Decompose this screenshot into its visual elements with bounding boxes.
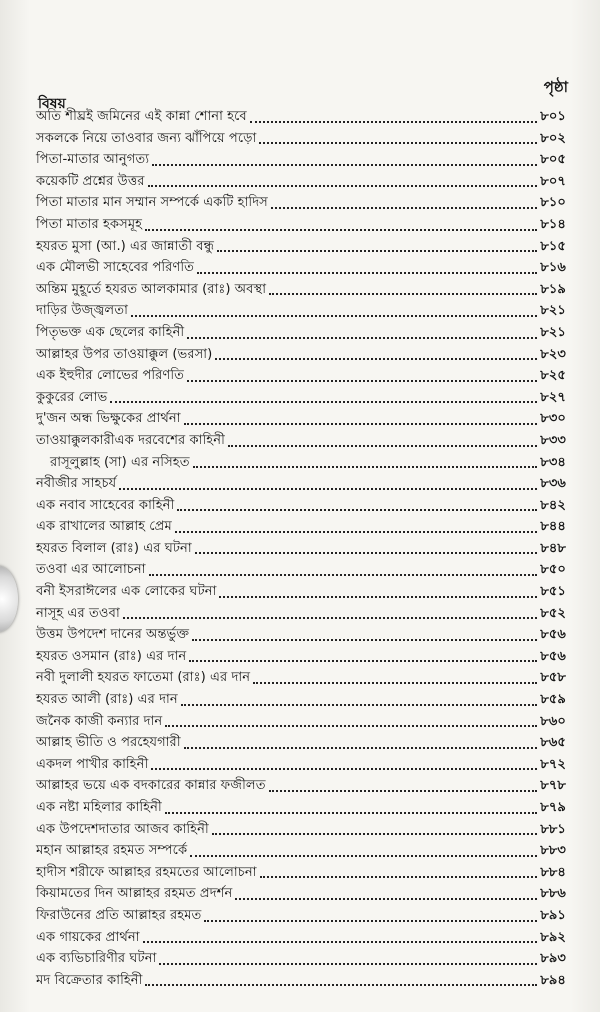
toc-entry-page: ৮৫৯: [540, 692, 566, 708]
dot-leader: [260, 876, 538, 878]
toc-entry-page: ৮৮১: [540, 821, 566, 837]
toc-entry: [36, 624, 566, 646]
toc-entry-page: ৮৩৪: [540, 454, 566, 470]
dot-leader: [197, 272, 537, 274]
toc-entry-title: আল্লাহর ভয়ে এক বদকারের কান্নার ফজীলত: [36, 778, 266, 794]
toc-entry-title: মদ বিক্রেতার কাহিনী: [36, 972, 143, 988]
toc-entry-title: এক ইহুদীর লোভের পরিণতি: [36, 368, 185, 384]
dot-leader: [204, 920, 537, 922]
dot-leader: [152, 164, 537, 166]
toc-entry: [36, 430, 566, 452]
toc-entry-title: রাসূলুল্লাহ (সা) এর নসিহত: [50, 454, 190, 470]
toc-entry: [36, 689, 566, 711]
toc-entry-title: এক মৌলভী সাহেবের পরিণতি: [36, 260, 194, 276]
toc-entry: [36, 365, 566, 387]
toc-entry-page: ৮০১: [540, 109, 566, 124]
toc-entry-title: এক নবাব সাহেবের কাহিনী: [36, 497, 175, 513]
toc-entry-title: সকলকে নিয়ে তাওবার জন্য ঝাঁপিয়ে পড়ো: [36, 130, 257, 146]
dot-leader: [269, 790, 538, 792]
page-column-heading: পৃষ্ঠা: [543, 78, 568, 96]
toc-entry-page: ৮৯৩: [540, 951, 566, 967]
toc-entry-page: ৮২১: [540, 324, 566, 340]
toc-entry: [36, 236, 566, 258]
toc-entry: [36, 905, 566, 927]
toc-entry: [36, 970, 566, 992]
dot-leader: [145, 984, 537, 986]
toc-entry-page: ৮৫১: [540, 584, 566, 600]
toc-entry: [36, 603, 566, 625]
dot-leader: [165, 812, 538, 814]
toc-entry-title: নাসূহ এর তওবা: [36, 605, 120, 621]
toc-entry-page: ৮২৭: [540, 389, 566, 405]
toc-entry-page: ৮০৫: [540, 152, 566, 168]
toc-entry-page: ৮৯৪: [540, 972, 566, 988]
toc-entry: [36, 883, 566, 905]
toc-entry-title: কুকুরের লোভ: [36, 389, 108, 405]
toc-entry: [36, 775, 566, 797]
toc-entry-title: জনৈক কাজী কন্যার দান: [36, 713, 163, 729]
toc-entry-page: ৮৭৯: [540, 800, 566, 815]
toc-entry-title: হযরত ওসমান (রাঃ) এর দান: [36, 648, 187, 664]
toc-entry-page: ৮৭৮: [540, 778, 566, 794]
dot-leader: [151, 768, 537, 770]
toc-entry-page: ৮৩০: [540, 411, 566, 427]
dot-leader: [175, 531, 538, 533]
toc-entry-title: মহান আল্লাহর রহমত সম্পর্কে: [36, 843, 188, 859]
toc-entry-page: ৮৪২: [540, 497, 566, 513]
toc-entry: [36, 862, 566, 884]
binding-ring: [0, 566, 18, 632]
toc-entry-page: ৮৮৩: [540, 843, 566, 859]
dot-leader: [143, 941, 538, 943]
toc-entry-page: ৮২৫: [540, 368, 566, 384]
toc-entry: [36, 581, 566, 603]
toc-entry-title: হযরত আলী (রাঃ) এর দান: [36, 692, 178, 708]
toc-entry: [36, 754, 566, 776]
toc-entry-title: অতি শীঘ্রই জমিনের এই কান্না শোনা হবে: [36, 109, 247, 124]
toc-entry-title: এক উপদেশদাতার আজব কাহিনী: [36, 821, 209, 837]
toc-entry: [36, 495, 566, 517]
dot-leader: [165, 725, 537, 727]
toc-entry-title: পিতা মাতার হকসমূহ: [36, 216, 143, 232]
toc-entry-page: ৮৫৬: [540, 627, 566, 643]
toc-entry: [36, 257, 566, 279]
dot-leader: [228, 445, 537, 447]
toc-entry-page: ৮৯২: [540, 929, 566, 945]
toc-entry-page: ৮০২: [540, 130, 566, 146]
dot-leader: [259, 142, 537, 144]
dot-leader: [189, 660, 537, 662]
toc-entry: [36, 106, 566, 128]
toc-entry-title: কিয়ামতের দিন আল্লাহর রহমত প্রদর্শন: [36, 886, 233, 902]
dot-leader: [250, 121, 538, 123]
toc-entry: [36, 667, 566, 689]
dot-leader: [212, 833, 538, 835]
dot-leader: [253, 682, 537, 684]
dot-leader: [215, 358, 537, 360]
toc-entry: [36, 214, 566, 236]
toc-entry-page: ৮৫৮: [540, 670, 566, 686]
toc-entry-title: হাদীস শরীফে আল্লাহর রহমতের আলোচনা: [36, 864, 257, 880]
dot-leader: [187, 380, 537, 382]
toc-entry: [36, 948, 566, 970]
toc-entry-title: এক নষ্টা মহিলার কাহিনী: [36, 800, 162, 815]
toc-entry-page: ৮১৯: [540, 281, 566, 297]
toc-entry-title: এক রাখালের আল্লাহ প্রেম: [36, 519, 172, 535]
toc-entry-page: ৮২১: [540, 303, 566, 319]
toc-entry-page: ৮৮৪: [540, 864, 566, 880]
toc-entry-page: ৮৩৩: [540, 432, 566, 448]
toc-entry-page: ৮৬৫: [540, 735, 566, 751]
toc-entry: [36, 279, 566, 301]
toc-entry-page: ৮৪৪: [540, 519, 566, 535]
toc-entry: [36, 711, 566, 733]
toc-entry-title: আল্লাহর উপর তাওয়াক্কুল (ভরসা): [36, 346, 213, 362]
toc-entry-page: ৮৫৬: [540, 648, 566, 664]
dot-leader: [131, 315, 537, 317]
toc-entry-title: এক গায়কের প্রার্থনা: [36, 929, 140, 945]
dot-leader: [159, 963, 537, 965]
toc-entry-title: নবী দুলালী হযরত ফাতেমা (রাঃ) এর দান: [36, 670, 251, 686]
toc-entry-title: অন্তিম মুহূর্তে হযরত আলকামার (রাঃ) অবস্থা: [36, 281, 267, 297]
dot-leader: [184, 747, 538, 749]
toc-entry: [36, 300, 566, 322]
dot-leader: [192, 639, 537, 641]
toc-entry-page: ৮৯১: [540, 907, 566, 923]
toc-entry-title: তওবা এর আলোচনা: [36, 562, 146, 578]
toc-entry-page: ৮৭২: [540, 756, 566, 772]
toc-entry-title: বনী ইসরাঈলের এক লোকের ঘটনা: [36, 584, 217, 600]
toc-entry: [36, 344, 566, 366]
toc-entry-page: ৮২৩: [540, 346, 566, 362]
toc-entry-title: পিতা মাতার মান সম্মান সম্পর্কে একটি হাদিস: [36, 195, 268, 211]
toc-entry-title: এক ব্যভিচারিণীর ঘটনা: [36, 951, 157, 967]
dot-leader: [177, 509, 537, 511]
toc-entry: [36, 452, 566, 474]
toc-entry: [36, 516, 566, 538]
toc-entry-title: তাওয়াক্কুলকারীএক দরবেশের কাহিনী: [36, 432, 225, 448]
dot-leader: [269, 293, 537, 295]
toc-entry-page: ৮৮৬: [540, 886, 566, 902]
dot-leader: [271, 207, 537, 209]
toc-entry: [36, 559, 566, 581]
toc-entry-page: ৮৩৬: [540, 476, 566, 492]
toc-entry: [36, 128, 566, 150]
toc-entry-page: ৮৬০: [540, 713, 566, 729]
dot-leader: [149, 574, 538, 576]
dot-leader: [193, 466, 538, 468]
toc-entry-title: পিতা-মাতার আনুগত্য: [36, 152, 150, 168]
dot-leader: [190, 855, 537, 857]
dot-leader: [217, 250, 537, 252]
toc-entry: [36, 473, 566, 495]
toc-entry-page: ৮৫০: [540, 562, 566, 578]
toc-entry-title: আল্লাহ ভীতি ও পরহেযগারী: [36, 735, 181, 751]
dot-leader: [110, 401, 537, 403]
toc-entry: [36, 732, 566, 754]
toc-entry-page: ৮৪৮: [540, 540, 566, 556]
toc-entry: [36, 819, 566, 841]
toc-entry: [36, 322, 566, 344]
toc-entry: [36, 797, 566, 819]
toc-entry-page: ৮১৬: [540, 260, 566, 276]
dot-leader: [148, 185, 538, 187]
toc-entry: [36, 927, 566, 949]
toc-entry-page: ৮১০: [540, 195, 566, 211]
toc-entry: [36, 408, 566, 430]
toc-entry: [36, 192, 566, 214]
toc-entry: [36, 840, 566, 862]
table-of-contents: [36, 106, 566, 991]
toc-entry-title: ফিরাউনের প্রতি আল্লাহর রহমত: [36, 907, 202, 923]
subject-column-heading: বিষয়: [38, 96, 66, 112]
dot-leader: [123, 617, 538, 619]
toc-entry: [36, 149, 566, 171]
toc-entry: [36, 538, 566, 560]
dot-leader: [119, 488, 537, 490]
toc-entry: [36, 387, 566, 409]
dot-leader: [145, 229, 537, 231]
toc-entry: [36, 646, 566, 668]
toc-entry-page: ৮১৪: [540, 216, 566, 232]
toc-entry-title: পিতৃভক্ত এক ছেলের কাহিনী: [36, 324, 185, 340]
toc-entry-title: নবীজীর সাহচর্য: [36, 476, 117, 492]
toc-entry-page: ৮১৫: [540, 238, 566, 254]
dot-leader: [181, 704, 538, 706]
dot-leader: [184, 423, 538, 425]
toc-entry-title: হযরত বিলাল (রাঃ) এর ঘটনা: [36, 540, 192, 556]
dot-leader: [195, 552, 538, 554]
toc-entry-title: কয়েকটি প্রশ্নের উত্তর: [36, 173, 145, 189]
toc-entry-title: দাড়ির উজ্জ্বলতা: [36, 303, 128, 319]
toc-entry-page: ৮০৭: [540, 173, 566, 189]
toc-entry-title: উত্তম উপদেশ দানের অন্তর্ভুক্ত: [36, 627, 190, 643]
dot-leader: [219, 596, 537, 598]
toc-entry-title: দু'জন অন্ধ ভিক্ষুকের প্রার্থনা: [36, 411, 181, 427]
toc-entry-title: হযরত মুসা (আ.) এর জান্নাতী বন্ধু: [36, 238, 215, 254]
toc-entry-page: ৮৫২: [540, 605, 566, 621]
toc-entry-title: একদল পাখীর কাহিনী: [36, 756, 149, 772]
dot-leader: [235, 898, 537, 900]
dot-leader: [187, 337, 537, 339]
toc-entry: [36, 171, 566, 193]
